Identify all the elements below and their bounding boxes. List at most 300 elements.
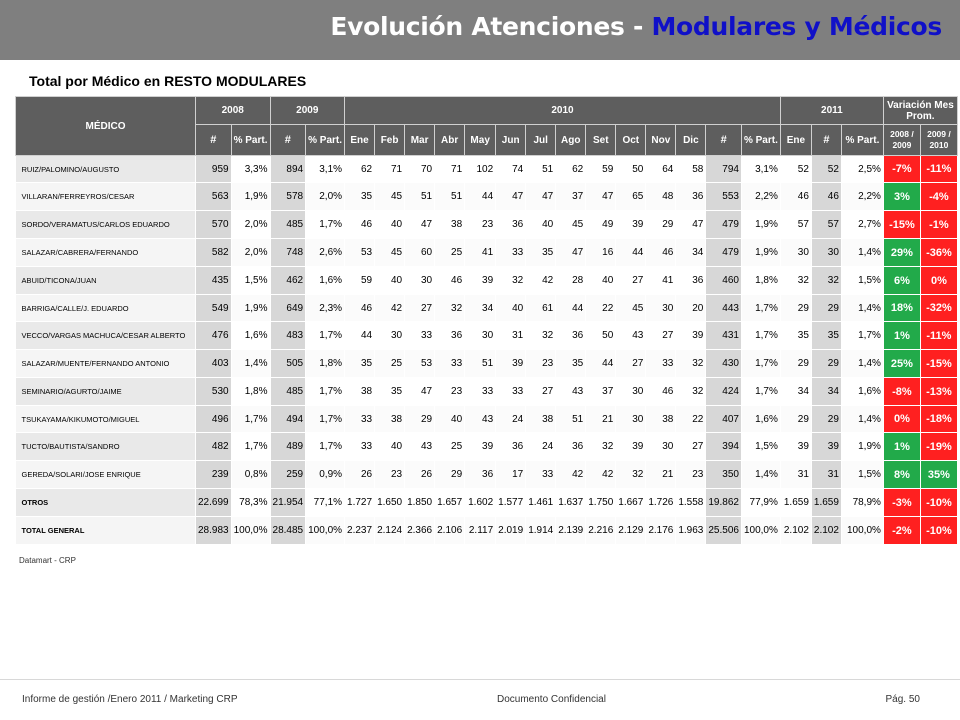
part-2011: 1,7% bbox=[841, 322, 883, 350]
count-2008: 496 bbox=[196, 406, 232, 433]
month-2010-jul: 32 bbox=[526, 322, 556, 350]
month-2010-ago: 37 bbox=[556, 183, 586, 211]
month-2011-ene: 30 bbox=[780, 239, 811, 267]
month-2010-set: 37 bbox=[586, 378, 616, 406]
doctor-name: VILLARAN/FERREYROS/CESAR bbox=[16, 183, 196, 211]
variation-2009-2010: -1% bbox=[920, 211, 957, 239]
part-2011: 1,6% bbox=[841, 378, 883, 406]
count-2008: 582 bbox=[196, 239, 232, 267]
month-2011-ene: 29 bbox=[780, 406, 811, 433]
month-2010-dic: 1.558 bbox=[676, 489, 706, 517]
doctor-name: TSUKAYAMA/KIKUMOTO/MIGUEL bbox=[16, 406, 196, 433]
count-2010: 479 bbox=[706, 211, 742, 239]
count-2009: 259 bbox=[270, 461, 306, 489]
month-2010-oct: 44 bbox=[616, 239, 646, 267]
month-2010-ago: 36 bbox=[556, 433, 586, 461]
doctor-name: OTROS bbox=[16, 489, 196, 517]
variation-2008-2009: 1% bbox=[883, 322, 920, 350]
title-bar bbox=[0, 0, 960, 60]
month-2010-ago: 44 bbox=[556, 295, 586, 322]
month-2010-ago: 42 bbox=[556, 461, 586, 489]
column-header-medico: MÉDICO bbox=[16, 97, 196, 156]
month-2010-feb: 71 bbox=[375, 156, 405, 183]
month-2010-jun: 1.577 bbox=[496, 489, 526, 517]
table-row bbox=[16, 156, 958, 183]
month-2010-jul: 27 bbox=[526, 378, 556, 406]
part-2011: 1,4% bbox=[841, 295, 883, 322]
part-2010: 1,4% bbox=[741, 461, 780, 489]
month-2010-mar: 47 bbox=[405, 211, 435, 239]
month-2010-jul: 61 bbox=[526, 295, 556, 322]
month-2010-jul: 1.461 bbox=[526, 489, 556, 517]
count-2011: 34 bbox=[811, 378, 841, 406]
table-row bbox=[16, 461, 958, 489]
part-2009: 100,0% bbox=[306, 517, 345, 545]
month-2010-oct: 39 bbox=[616, 433, 646, 461]
count-2011: 29 bbox=[811, 406, 841, 433]
variation-2009-2010: 35% bbox=[920, 461, 957, 489]
page-title: Evolución Atenciones - Modulares y Médicos bbox=[330, 12, 942, 41]
month-2010-dic: 27 bbox=[676, 433, 706, 461]
part-2008: 1,4% bbox=[231, 350, 270, 378]
count-2010: 424 bbox=[706, 378, 742, 406]
variation-2009-2010: -4% bbox=[920, 183, 957, 211]
count-2008: 530 bbox=[196, 378, 232, 406]
month-2010-nov: 48 bbox=[646, 183, 676, 211]
count-2010: 460 bbox=[706, 267, 742, 295]
count-2011: 32 bbox=[811, 267, 841, 295]
variation-2009-2010: -19% bbox=[920, 433, 957, 461]
month-2010-jun: 31 bbox=[496, 322, 526, 350]
month-2010-mar: 30 bbox=[405, 267, 435, 295]
month-2010-abr: 36 bbox=[435, 322, 465, 350]
part-2010: 2,2% bbox=[741, 183, 780, 211]
month-2010-mar: 70 bbox=[405, 156, 435, 183]
table-row bbox=[16, 433, 958, 461]
part-2008: 78,3% bbox=[231, 489, 270, 517]
month-2010-set: 22 bbox=[586, 295, 616, 322]
part-2010: 77,9% bbox=[741, 489, 780, 517]
month-2010-mar: 47 bbox=[405, 378, 435, 406]
month-2010-abr: 2.106 bbox=[435, 517, 465, 545]
month-2010-ene: 59 bbox=[345, 267, 375, 295]
variation-2009-2010: -10% bbox=[920, 489, 957, 517]
month-2010-set: 59 bbox=[586, 156, 616, 183]
count-2009: 483 bbox=[270, 322, 306, 350]
part-2008: 3,3% bbox=[231, 156, 270, 183]
month-2010-jun: 39 bbox=[496, 350, 526, 378]
month-2010-nov: 41 bbox=[646, 267, 676, 295]
subheader-month-2010-ago: Ago bbox=[556, 125, 586, 156]
month-2010-oct: 32 bbox=[616, 461, 646, 489]
month-2010-feb: 2.124 bbox=[375, 517, 405, 545]
month-2010-jun: 40 bbox=[496, 295, 526, 322]
month-2010-jul: 47 bbox=[526, 183, 556, 211]
month-2010-feb: 45 bbox=[375, 239, 405, 267]
month-2010-ago: 47 bbox=[556, 239, 586, 267]
month-2010-feb: 30 bbox=[375, 322, 405, 350]
month-2010-may: 23 bbox=[465, 211, 496, 239]
month-2010-dic: 32 bbox=[676, 378, 706, 406]
table-row bbox=[16, 350, 958, 378]
month-2010-feb: 40 bbox=[375, 211, 405, 239]
month-2010-ene: 46 bbox=[345, 211, 375, 239]
month-2010-oct: 50 bbox=[616, 156, 646, 183]
doctor-attention-table bbox=[15, 96, 958, 545]
count-2008: 549 bbox=[196, 295, 232, 322]
month-2010-dic: 39 bbox=[676, 322, 706, 350]
variation-header: Variación Mes Prom. bbox=[883, 97, 957, 125]
count-2011: 29 bbox=[811, 295, 841, 322]
count-2008: 570 bbox=[196, 211, 232, 239]
doctor-name: ABUID/TICONA/JUAN bbox=[16, 267, 196, 295]
part-2011: 78,9% bbox=[841, 489, 883, 517]
count-2009: 21.954 bbox=[270, 489, 306, 517]
month-2010-jul: 23 bbox=[526, 350, 556, 378]
month-2010-jul: 33 bbox=[526, 461, 556, 489]
month-2010-set: 40 bbox=[586, 267, 616, 295]
subheader-month-2010-dic: Dic bbox=[676, 125, 706, 156]
month-2010-nov: 38 bbox=[646, 406, 676, 433]
month-2010-dic: 22 bbox=[676, 406, 706, 433]
data-source: Datamart - CRP bbox=[19, 556, 76, 565]
part-2008: 1,9% bbox=[231, 183, 270, 211]
count-2008: 28.983 bbox=[196, 517, 232, 545]
part-2009: 2,0% bbox=[306, 183, 345, 211]
variation-2008-2009: -3% bbox=[883, 489, 920, 517]
month-2010-ago: 1.637 bbox=[556, 489, 586, 517]
month-2010-set: 49 bbox=[586, 211, 616, 239]
month-2010-oct: 1.667 bbox=[616, 489, 646, 517]
part-2008: 0,8% bbox=[231, 461, 270, 489]
month-2010-dic: 58 bbox=[676, 156, 706, 183]
count-2011: 29 bbox=[811, 350, 841, 378]
table-row bbox=[16, 267, 958, 295]
part-2011: 2,7% bbox=[841, 211, 883, 239]
part-2010: 3,1% bbox=[741, 156, 780, 183]
month-2010-nov: 30 bbox=[646, 433, 676, 461]
count-2010: 430 bbox=[706, 350, 742, 378]
doctor-name: GEREDA/SOLARI/JOSE ENRIQUE bbox=[16, 461, 196, 489]
month-2011-ene: 29 bbox=[780, 295, 811, 322]
month-2010-abr: 40 bbox=[435, 406, 465, 433]
doctor-name: VECCO/VARGAS MACHUCA/CESAR ALBERTO bbox=[16, 322, 196, 350]
count-2009: 748 bbox=[270, 239, 306, 267]
month-2010-mar: 1.850 bbox=[405, 489, 435, 517]
count-2010: 350 bbox=[706, 461, 742, 489]
subheader-month-2011-ene: Ene bbox=[780, 125, 811, 156]
month-2010-ene: 53 bbox=[345, 239, 375, 267]
month-2010-may: 39 bbox=[465, 267, 496, 295]
month-2010-dic: 1.963 bbox=[676, 517, 706, 545]
month-2010-oct: 30 bbox=[616, 406, 646, 433]
month-2010-feb: 40 bbox=[375, 267, 405, 295]
variation-2008-2009: 1% bbox=[883, 433, 920, 461]
month-2010-ene: 33 bbox=[345, 406, 375, 433]
month-2010-feb: 42 bbox=[375, 295, 405, 322]
month-2010-jun: 24 bbox=[496, 406, 526, 433]
variation-2009-2010: -36% bbox=[920, 239, 957, 267]
subheader-var-2008-2009: 2008 / 2009 bbox=[883, 125, 920, 156]
variation-2009-2010: -13% bbox=[920, 378, 957, 406]
part-2010: 1,6% bbox=[741, 406, 780, 433]
month-2010-nov: 46 bbox=[646, 239, 676, 267]
footer-divider bbox=[0, 679, 960, 680]
doctor-name: BARRIGA/CALLE/J. EDUARDO bbox=[16, 295, 196, 322]
month-2010-jul: 51 bbox=[526, 156, 556, 183]
month-2010-feb: 1.650 bbox=[375, 489, 405, 517]
month-2010-jun: 17 bbox=[496, 461, 526, 489]
month-2010-abr: 51 bbox=[435, 183, 465, 211]
month-2010-jul: 42 bbox=[526, 267, 556, 295]
table-row bbox=[16, 406, 958, 433]
subheader-count-2008: # bbox=[196, 125, 232, 156]
count-2008: 482 bbox=[196, 433, 232, 461]
month-2010-oct: 45 bbox=[616, 295, 646, 322]
month-2010-oct: 43 bbox=[616, 322, 646, 350]
variation-2009-2010: -10% bbox=[920, 517, 957, 545]
count-2008: 563 bbox=[196, 183, 232, 211]
part-2008: 1,7% bbox=[231, 406, 270, 433]
part-2011: 1,4% bbox=[841, 406, 883, 433]
month-2010-ago: 28 bbox=[556, 267, 586, 295]
part-2008: 1,7% bbox=[231, 433, 270, 461]
month-2010-ene: 33 bbox=[345, 433, 375, 461]
doctor-name: SALAZAR/CABRERA/FERNANDO bbox=[16, 239, 196, 267]
month-2010-mar: 29 bbox=[405, 406, 435, 433]
part-2009: 2,3% bbox=[306, 295, 345, 322]
month-2010-mar: 53 bbox=[405, 350, 435, 378]
variation-2008-2009: 8% bbox=[883, 461, 920, 489]
page-title-highlight: Modulares y Médicos bbox=[651, 12, 942, 41]
doctor-name: SALAZAR/MUENTE/FERNANDO ANTONIO bbox=[16, 350, 196, 378]
table-row bbox=[16, 295, 958, 322]
subheader-month-2010-oct: Oct bbox=[616, 125, 646, 156]
month-2011-ene: 57 bbox=[780, 211, 811, 239]
part-2009: 2,6% bbox=[306, 239, 345, 267]
month-2010-may: 41 bbox=[465, 239, 496, 267]
month-2011-ene: 52 bbox=[780, 156, 811, 183]
count-2009: 462 bbox=[270, 267, 306, 295]
month-2010-feb: 40 bbox=[375, 433, 405, 461]
month-2010-jun: 2.019 bbox=[496, 517, 526, 545]
subheader-part-2008: % Part. bbox=[231, 125, 270, 156]
year-header-2009: 2009 bbox=[270, 97, 345, 125]
month-2010-mar: 27 bbox=[405, 295, 435, 322]
count-2011: 46 bbox=[811, 183, 841, 211]
month-2011-ene: 35 bbox=[780, 322, 811, 350]
month-2011-ene: 39 bbox=[780, 433, 811, 461]
count-2011: 57 bbox=[811, 211, 841, 239]
part-2008: 100,0% bbox=[231, 517, 270, 545]
month-2010-set: 16 bbox=[586, 239, 616, 267]
subheader-month-2010-set: Set bbox=[586, 125, 616, 156]
variation-2008-2009: 0% bbox=[883, 406, 920, 433]
count-2010: 25.506 bbox=[706, 517, 742, 545]
subheader-month-2010-mar: Mar bbox=[405, 125, 435, 156]
variation-2008-2009: 3% bbox=[883, 183, 920, 211]
part-2011: 1,4% bbox=[841, 350, 883, 378]
month-2011-ene: 2.102 bbox=[780, 517, 811, 545]
table-row bbox=[16, 489, 958, 517]
count-2009: 28.485 bbox=[270, 517, 306, 545]
month-2010-nov: 30 bbox=[646, 295, 676, 322]
subheader-month-2010-jul: Jul bbox=[526, 125, 556, 156]
variation-2008-2009: 6% bbox=[883, 267, 920, 295]
month-2010-ago: 43 bbox=[556, 378, 586, 406]
table-row bbox=[16, 517, 958, 545]
month-2010-ene: 2.237 bbox=[345, 517, 375, 545]
part-2009: 1,8% bbox=[306, 350, 345, 378]
count-2008: 435 bbox=[196, 267, 232, 295]
month-2010-jul: 24 bbox=[526, 433, 556, 461]
doctor-name: SORDO/VERAMATUS/CARLOS EDUARDO bbox=[16, 211, 196, 239]
part-2011: 100,0% bbox=[841, 517, 883, 545]
month-2010-may: 51 bbox=[465, 350, 496, 378]
count-2009: 649 bbox=[270, 295, 306, 322]
month-2010-dic: 32 bbox=[676, 350, 706, 378]
year-header-2010: 2010 bbox=[345, 97, 781, 125]
month-2010-nov: 27 bbox=[646, 322, 676, 350]
subheader-part-2011: % Part. bbox=[841, 125, 883, 156]
part-2011: 1,5% bbox=[841, 267, 883, 295]
count-2010: 431 bbox=[706, 322, 742, 350]
count-2010: 443 bbox=[706, 295, 742, 322]
month-2010-may: 44 bbox=[465, 183, 496, 211]
month-2010-abr: 1.657 bbox=[435, 489, 465, 517]
month-2010-ene: 46 bbox=[345, 295, 375, 322]
part-2009: 1,7% bbox=[306, 378, 345, 406]
count-2011: 35 bbox=[811, 322, 841, 350]
footer-center: Documento Confidencial bbox=[497, 694, 606, 705]
month-2010-may: 30 bbox=[465, 322, 496, 350]
variation-2008-2009: -8% bbox=[883, 378, 920, 406]
count-2008: 239 bbox=[196, 461, 232, 489]
month-2010-feb: 35 bbox=[375, 378, 405, 406]
month-2010-dic: 34 bbox=[676, 239, 706, 267]
count-2009: 485 bbox=[270, 211, 306, 239]
month-2010-jul: 38 bbox=[526, 406, 556, 433]
count-2011: 1.659 bbox=[811, 489, 841, 517]
variation-2008-2009: -15% bbox=[883, 211, 920, 239]
part-2008: 2,0% bbox=[231, 211, 270, 239]
count-2009: 485 bbox=[270, 378, 306, 406]
part-2009: 1,7% bbox=[306, 406, 345, 433]
month-2010-abr: 33 bbox=[435, 350, 465, 378]
month-2010-mar: 60 bbox=[405, 239, 435, 267]
count-2009: 494 bbox=[270, 406, 306, 433]
count-2010: 479 bbox=[706, 239, 742, 267]
month-2010-mar: 26 bbox=[405, 461, 435, 489]
part-2010: 1,7% bbox=[741, 322, 780, 350]
count-2010: 19.862 bbox=[706, 489, 742, 517]
subheader-part-2010: % Part. bbox=[741, 125, 780, 156]
variation-2008-2009: -2% bbox=[883, 517, 920, 545]
subheader-month-2010-abr: Abr bbox=[435, 125, 465, 156]
month-2010-ene: 35 bbox=[345, 183, 375, 211]
month-2010-set: 2.216 bbox=[586, 517, 616, 545]
variation-2008-2009: 25% bbox=[883, 350, 920, 378]
month-2010-may: 36 bbox=[465, 461, 496, 489]
count-2011: 31 bbox=[811, 461, 841, 489]
count-2011: 2.102 bbox=[811, 517, 841, 545]
subheader-count-2009: # bbox=[270, 125, 306, 156]
count-2010: 553 bbox=[706, 183, 742, 211]
month-2010-jul: 40 bbox=[526, 211, 556, 239]
part-2010: 1,8% bbox=[741, 267, 780, 295]
month-2010-may: 39 bbox=[465, 433, 496, 461]
month-2010-set: 47 bbox=[586, 183, 616, 211]
month-2010-abr: 38 bbox=[435, 211, 465, 239]
month-2010-ene: 44 bbox=[345, 322, 375, 350]
variation-2008-2009: 18% bbox=[883, 295, 920, 322]
month-2010-feb: 25 bbox=[375, 350, 405, 378]
month-2010-ene: 38 bbox=[345, 378, 375, 406]
month-2010-jun: 33 bbox=[496, 378, 526, 406]
subheader-part-2009: % Part. bbox=[306, 125, 345, 156]
month-2010-ago: 35 bbox=[556, 350, 586, 378]
table-row bbox=[16, 239, 958, 267]
month-2010-ago: 51 bbox=[556, 406, 586, 433]
doctor-name: SEMINARIO/AGURTO/JAIME bbox=[16, 378, 196, 406]
month-2010-abr: 23 bbox=[435, 378, 465, 406]
part-2010: 100,0% bbox=[741, 517, 780, 545]
table-row bbox=[16, 183, 958, 211]
month-2010-set: 44 bbox=[586, 350, 616, 378]
table-row bbox=[16, 322, 958, 350]
month-2010-set: 21 bbox=[586, 406, 616, 433]
subheader-var-2009-2010: 2009 / 2010 bbox=[920, 125, 957, 156]
subheader-month-2010-nov: Nov bbox=[646, 125, 676, 156]
part-2010: 1,9% bbox=[741, 239, 780, 267]
month-2010-feb: 23 bbox=[375, 461, 405, 489]
month-2010-nov: 29 bbox=[646, 211, 676, 239]
subheader-count-2011: # bbox=[811, 125, 841, 156]
part-2011: 2,2% bbox=[841, 183, 883, 211]
variation-2009-2010: 0% bbox=[920, 267, 957, 295]
month-2010-ago: 2.139 bbox=[556, 517, 586, 545]
month-2010-ago: 45 bbox=[556, 211, 586, 239]
part-2010: 1,7% bbox=[741, 350, 780, 378]
month-2010-mar: 51 bbox=[405, 183, 435, 211]
month-2010-jun: 36 bbox=[496, 211, 526, 239]
month-2010-ene: 1.727 bbox=[345, 489, 375, 517]
part-2008: 1,9% bbox=[231, 295, 270, 322]
variation-2009-2010: -11% bbox=[920, 322, 957, 350]
month-2010-nov: 1.726 bbox=[646, 489, 676, 517]
month-2010-may: 43 bbox=[465, 406, 496, 433]
month-2010-abr: 71 bbox=[435, 156, 465, 183]
month-2010-oct: 27 bbox=[616, 350, 646, 378]
year-header-2008: 2008 bbox=[196, 97, 271, 125]
month-2010-dic: 36 bbox=[676, 267, 706, 295]
variation-2009-2010: -32% bbox=[920, 295, 957, 322]
month-2011-ene: 32 bbox=[780, 267, 811, 295]
month-2010-oct: 39 bbox=[616, 211, 646, 239]
month-2010-jun: 74 bbox=[496, 156, 526, 183]
footer-left: Informe de gestión /Enero 2011 / Marketing CRP bbox=[22, 694, 238, 705]
part-2011: 1,4% bbox=[841, 239, 883, 267]
month-2010-nov: 2.176 bbox=[646, 517, 676, 545]
count-2009: 489 bbox=[270, 433, 306, 461]
part-2010: 1,7% bbox=[741, 295, 780, 322]
month-2010-dic: 23 bbox=[676, 461, 706, 489]
month-2010-set: 32 bbox=[586, 433, 616, 461]
subheader-count-2010: # bbox=[706, 125, 742, 156]
count-2010: 794 bbox=[706, 156, 742, 183]
variation-2009-2010: -15% bbox=[920, 350, 957, 378]
month-2010-abr: 29 bbox=[435, 461, 465, 489]
